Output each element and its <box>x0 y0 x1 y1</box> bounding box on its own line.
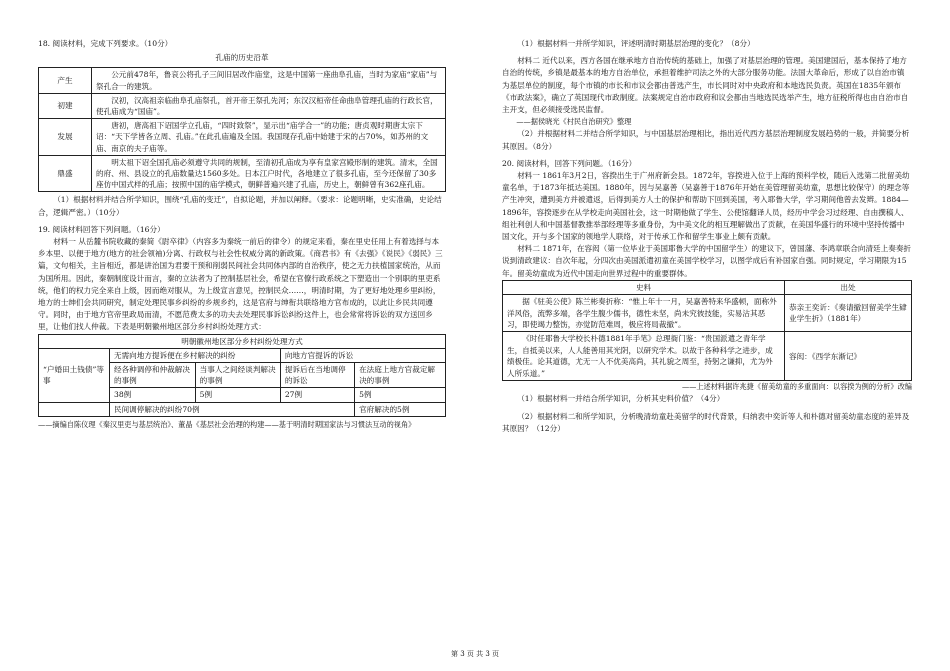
source-origin: 容闳：《西学东渐记》 <box>785 332 912 381</box>
table2-title: 明朝徽州地区部分乡村纠纷处理方式 <box>39 334 446 348</box>
row-label: 发展 <box>39 119 92 156</box>
table-row <box>39 93 446 118</box>
sub-3: 在法庭上地方官裁定解决的事例 <box>355 363 446 388</box>
num-1: 5例 <box>195 388 280 402</box>
table3-h2: 出处 <box>785 280 912 294</box>
row-label: 鼎盛 <box>39 155 92 192</box>
source-origin: 恭亲王奕䜣：《奏请撤回留美学生肄业学生折》（1881年） <box>785 295 912 332</box>
q20-2: （2）根据材料二和所学知识，分析晚清幼童赴美留学的时代背景，归纳表中奕䜣等人和朴德对留美幼童态度的差异及其原因？（12分） <box>502 411 910 433</box>
row-text: 汉初，汉高祖亲临曲阜孔庙祭孔，首开帝王祭孔先河；东汉汉桓帝任命曲阜管理孔庙的行政长官，使孔庙成为“国庙”。 <box>92 93 446 118</box>
sub-1: 当事人之间经谈判解决的事例 <box>195 363 280 388</box>
left-column <box>38 38 446 431</box>
dispute-table <box>38 334 446 417</box>
num-2: 27例 <box>280 388 354 402</box>
source-table <box>502 280 912 381</box>
row-text: 明太祖下诏全国孔庙必须遵守共同的规制，至清初孔庙成为享有皇家宫殿形制的建筑。清末，全国的府、州、县设立的孔庙数量达1560多处。日本江户时代，各地建立了很多孔庙，至今还保留了30多座仿中国式样的孔庙；按照中国的庙学模式，朝鲜普遍兴建了孔庙，历史上，朝鲜曾有362座孔庙。 <box>92 155 446 192</box>
col-b: 向地方官提诉的诉讼 <box>280 348 445 362</box>
row-text: 公元前478年，鲁哀公将孔子三间旧居改作庙堂，这是中国第一座曲阜孔庙，当时为家庙“家庙”与祭孔合一的建筑。 <box>92 68 446 93</box>
q19-header: 19. 阅读材料回答下列问题。（16分） <box>38 224 165 234</box>
table-row <box>503 332 912 381</box>
col-a: 无需向地方提诉便在乡村解决的纠纷 <box>110 348 281 362</box>
table3-h1: 史料 <box>503 280 785 294</box>
bottom-b: 官府解决的5例 <box>355 402 446 416</box>
source2: ——据侯晓光《村民自治研究》整理 <box>516 117 632 127</box>
table-row <box>503 295 912 332</box>
history-table <box>38 67 446 192</box>
q18-table-title: 孔庙的历史沿革 <box>215 53 269 63</box>
q20-header: 20. 阅读材料，回答下列问题。（16分） <box>502 158 637 168</box>
q19-1: （1）根据材料一并所学知识，评述明清时期基层治理的变化？（8分） <box>517 39 755 48</box>
q18-header: 18. 阅读材料，完成下列要求。（10分） <box>38 39 173 48</box>
num-3: 5例 <box>355 388 446 402</box>
sub-2: 提诉后在当地调停的诉讼 <box>280 363 354 388</box>
q20-material2: 材料二 1871年，在容闳（第一位毕业于美国耶鲁大学的中国留学生）的建议下，曾国藩、李鸿章联合向清廷上奏奏折说到清政建议：自次年起，分四次由美国派遣初童在美国学校学习，以图学成后有补国家自强。同时规定，学习期限为15年。留美幼童成为近代中国走向世界过程中的重要群体。 <box>502 244 912 278</box>
row-label: 产生 <box>39 68 92 93</box>
row-label: 初建 <box>39 93 92 118</box>
q20-material1: 材料一 1861年3月2日，容揆出生于广州府新会县。1872年，容揆进入位于上海的预科学校，随后入选第二批留美幼童名单，于1873年抵达美国。1880年，因与吴嘉善（吴嘉善于1876年开始在美管理留美幼童，思想比较保守）的理念等产生冲突，遭到美方并被遣返，后得到美方人士的保护和帮助下回到美国，考入耶鲁大学，学习期间他曾去发辫。1884—1896年，容揆逐步在从学校走向美国社会，这一时期他做了学生、公使馆翻译人员，经历中学会习过经理、自由撰稿人、组社利创人和中国基督教推举部经理等多重身份，为中美文化的相互理解做出了贡献，在美国华盛行的环境中坚持传播中国文化，开与多个国家的领地学人联络，对于传承工作和留学生事业上颇有贡献。 <box>502 171 910 242</box>
num-0: 38例 <box>110 388 196 402</box>
table-row <box>39 119 446 156</box>
page-footer: 第 3 页 共 3 页 <box>450 650 500 658</box>
table-row <box>39 155 446 192</box>
bottom-a: 民间调停解决的纠纷70例 <box>110 402 355 416</box>
sub-0: 经各种调停和仲裁解决的事例 <box>110 363 196 388</box>
q19-material1: 材料一 从岳麓书院收藏的秦简《尉卒律》（内容多为秦统一前后的律令）的规定来看，秦在里史任用上有着选择与本乡本里、以便于地方(地方的社会领袖)分离、行政权与社会性权威分离的新政策。《商君书》有《去强》《说民》《弱民》三篇，文句相关，主旨相近，都是讲治国为君要干预和削弱民间社会共同体内部的自治秩序，使之无力扶植国家统治，从而为国所用。因此，秦朝制度设计而言，秦的立法者为了控制基层社会，希望在官僚行政系统之下塑造出一个别职的里吏系统，他们的权力完全来自上级，因而绝对服从，为上级宣言意见，控制民众……，明清时期，为了更好地处理乡里纠纷，地方的士绅们会共同研究，制定处理民事乡纠纷的乡规乡约，这是官府与绅衔共联络地方官布成的，以此让乡民共同遵守。同时，由于地方官帝里政局而清，不愿范费太多的功夫去处理民事诉讼纠纷这件上，也会常常将诉讼的双方送回乡里，让他们找人仲裁。下表是明朝徽州地区部分乡村纠纷处理方式： <box>38 237 443 332</box>
source-text: 据《驻美公使》陈兰彬奏折称：“惟上年十一月，吴嘉善特来华盛顿，面称外洋风俗，流弊多端，各学生腹少儒书，德性未坚，尚未究彼技能，实易沾其恶习，即使竭力整饬，亦觉防范难周，极应将局裁撤”。 <box>503 295 785 332</box>
source3: ——上述材料据许兆捷《留美幼童的多重面向：以容揆为例的分析》改编 <box>681 382 912 392</box>
table-row <box>39 68 446 93</box>
q19-2: （2）并根据材料二并结合所学知识，与中国基层治理相比，指出近代西方基层治理制度发展趋势的一般，并简要分析其原因。（8分） <box>502 129 910 151</box>
source-text: 《时任耶鲁大学校长朴德1881年手笔》总理衙门鉴：“贵国派遣之青年学生，自抵美以来，人人能善用其光阴，以研究学术。以故于各种科学之进步，成绩极佳。论其道德，尤无一人不优美高尚，其礼貌之周至，持躬之谦抑，尤为外人所乐道。” <box>503 332 785 381</box>
q20-1: （1）根据材料一并结合所学知识，分析其史料价值？（4分） <box>517 394 725 404</box>
material2: 材料二 近代以来，西方各国在继承地方自治传统的基础上，加强了对基层治理的管理。美国建国后，基本保持了地方自治的传统，乡镇是最基本的地方自治单位，承担着维护司法之外的大部分服务功能。法国大革命后，形成了以自治市镇为基层单位的制度，每个市镇的市长和市议会都由普选产生，市长同时对中央政府和本地选民负责。英国在1835年颁布《市政法案》，确立了英国现代市政制度。法案规定自治市政府和议会都由当地选民选举产生，地方征税所得也由自治市自主开支，但必须接受选民监督。 <box>502 56 909 115</box>
q19-source: ——摘编自陈仪理《秦汉里吏与基层统治》、董晶《基层社会治理的构建——基于明清时期国家法与习惯法互动的视角》 <box>38 419 416 429</box>
right-column <box>502 38 912 435</box>
col0: “户婚田土钱债”等事 <box>39 348 110 402</box>
row-text: 唐初，唐高祖下诏国学立孔庙，“四时致祭”，显示出“庙学合一”的功能；唐贞观时期唐太宗下诏：“天下学皆各立周、孔庙。”在此孔庙遍及全国。我国现存孔庙中始建于宋的占70%，如苏州的文庙、南京的夫子庙等。 <box>92 119 446 156</box>
q18-question: （1）根据材料并结合所学知识，围绕“孔庙的变迁”，自拟论题，并加以阐释。（要求：论题明晰，史实准确，史论结合，逻辑严密。）（10分） <box>38 195 442 217</box>
